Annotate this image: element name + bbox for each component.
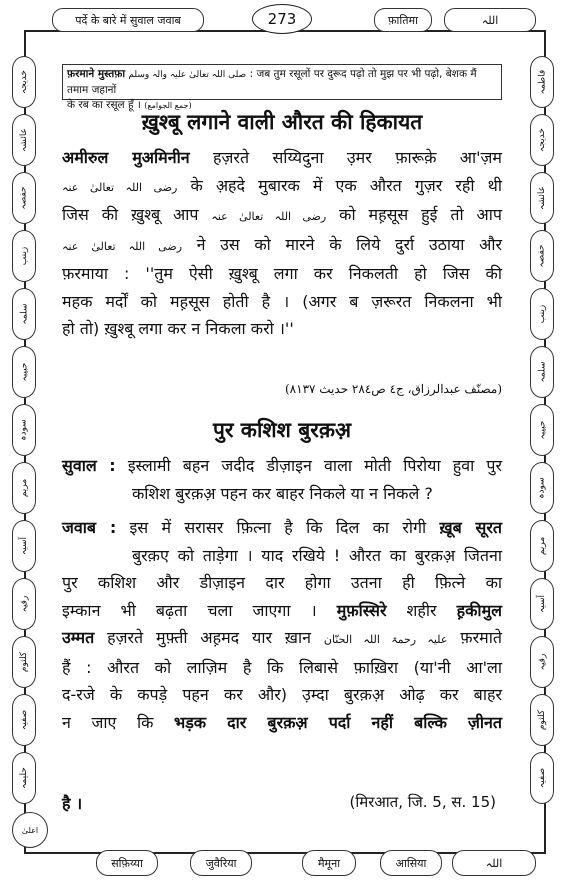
- hadith-text: : जब तुम रसूलों पर दुरूद पढ़ो तो मुझ पर भी पढ़ो, बेशक मैं तमाम जहानों: [67, 68, 477, 96]
- story-reference: (مصنّف عبدالرزاق، ج٤ ص٢٨٤ حدیث ٨١٣٧): [284, 382, 502, 396]
- answer-line-6-text: हैं : औरत को लाज़िम है कि लिबासे फ़ाख़िरा (या'नी आ'ला: [62, 657, 502, 677]
- answer-line-3: [62, 569, 502, 597]
- question-line-1: [62, 452, 502, 480]
- story-line-7-text: हो तो) ख़ुश्बू लगा कर न निकला करो ।'': [62, 319, 294, 338]
- story-line-3: [62, 201, 502, 231]
- left-medallion: [12, 752, 36, 804]
- answer-line-7-text: द-रजे के कपड़े पहन कर और) उ़म्दा बुरक़अ़ ओढ़ कर बाहर: [62, 685, 502, 704]
- question-block: [62, 452, 502, 507]
- bottom-right-seal: [452, 850, 536, 876]
- answer-line-5-text-2: फ़रमाते: [447, 628, 502, 647]
- story-line-5-text: फ़रमाया : ''तुम ऐसी ख़ुश्बू लगा कर निकलती हो जिस की: [62, 264, 502, 283]
- answer-line-5: [62, 624, 502, 654]
- hadith-label: फ़रमाने मुस्तफ़ा: [67, 68, 126, 80]
- answer-line-1-bold: ख़ूब सूरत: [439, 518, 502, 537]
- left-medallion: [12, 230, 36, 282]
- left-medallion: [12, 520, 36, 572]
- left-medallion-text: حبیبہ: [18, 362, 29, 382]
- answer-label: जवाब :: [62, 518, 117, 537]
- question-line-2: [62, 480, 502, 508]
- answer-block: [62, 514, 502, 736]
- left-medallion-text: آسیہ: [19, 536, 29, 556]
- right-medallion: [530, 404, 554, 456]
- answer-line-8-text: न जाए कि: [62, 712, 174, 732]
- answer-line-8-bold: भड़क दार बुरक़अ़ पर्दा नहीं बल्कि ज़ीनत: [173, 712, 502, 732]
- answer-line-5-bold: उम्मत: [62, 628, 95, 647]
- hadith-source: (جمع الجوامع): [144, 101, 192, 110]
- answer-reference: (मिरआत, जि. 5, स. 15): [349, 793, 496, 811]
- right-medallion: [530, 230, 554, 282]
- footer-item-2: [190, 850, 252, 876]
- right-medallion: [530, 636, 554, 688]
- left-medallion: [12, 694, 36, 746]
- story-line-7: [62, 315, 502, 343]
- answer-line-5-text: हज़रते मुफ़्ती अह़मद यार ख़ान: [94, 628, 324, 647]
- right-medallion: [530, 578, 554, 630]
- story-line-6-text: महक मर्दों को मह़सूस होती है । (अगर ब ज़रूरत निकलना भी: [62, 291, 502, 311]
- chapter-label: [374, 8, 432, 32]
- hadith-arabic: صلی اللہ تعالیٰ علیہ والہ وسلم: [128, 70, 247, 80]
- right-medallion: [530, 56, 554, 108]
- right-medallion-text: فاطمہ: [537, 69, 547, 95]
- right-medallion-text: صفیہ: [537, 767, 547, 789]
- story-line-3-text-2: को मह़सूस हुई तो आप: [326, 205, 502, 224]
- answer-line-1: [62, 514, 502, 542]
- left-medallion-text: مریم: [19, 478, 29, 498]
- answer-line-2-text: बुरक़ए को ताड़ेगा । याद रखिये ! औरत का बुरक़अ़ जितना: [132, 545, 502, 565]
- answer-line-8: [62, 709, 502, 737]
- story-line-2-arabic: رضی اللہ تعالیٰ عنہ: [62, 180, 178, 194]
- left-medallion: [12, 404, 36, 456]
- right-medallion: [530, 172, 554, 224]
- right-medallion-text: مریم: [537, 536, 547, 556]
- story-line-2-text: के अ़हदे मुबारक में एक औरत गुज़र रही थी: [177, 175, 503, 195]
- answer-line-6: [62, 654, 502, 682]
- right-medallion-text: سودہ: [536, 477, 547, 499]
- left-medallion-text: سلمہ: [19, 303, 29, 325]
- answer-line-7: [62, 681, 502, 709]
- left-medallion: [12, 346, 36, 398]
- story-line-6: [62, 288, 502, 316]
- footer-item-4: [380, 850, 442, 876]
- answer-line-3-text: पुर कशिश और डीज़ाइन दार होगा उतना ही फ़ित्ने का: [62, 573, 502, 592]
- footer-item-1: [96, 850, 158, 876]
- story-heading: ख़ुश्बू लगाने वाली औरत की हिकायत: [141, 110, 423, 134]
- story-line-2: [62, 172, 502, 202]
- right-medallion-text: سلمہ: [537, 361, 547, 383]
- story-line-3-arabic: رضی اللہ تعالیٰ عنہ: [211, 210, 327, 223]
- left-medallion-text: کلثوم: [18, 651, 29, 673]
- story-line-1-text: हज़रते सय्यिदुना उ़मर फ़ारूके़ आ'ज़म: [189, 148, 502, 167]
- left-medallion-text: زینب: [19, 246, 29, 266]
- right-medallion: [530, 346, 554, 398]
- footer-item-4-text: आसिया: [395, 856, 427, 870]
- answer-line-4-text: इम्कान भी बढ़ता चला जाएगा ।: [62, 600, 337, 620]
- answer-line-4-bold: मुफ़स्सिरे: [336, 600, 387, 620]
- page-number: [252, 4, 312, 34]
- hadith-box: [62, 64, 502, 111]
- top-right-seal: [444, 8, 536, 32]
- left-medallion-text: صفیہ: [19, 709, 29, 731]
- bottom-right-seal-text: اللہ: [485, 856, 503, 870]
- answer-line-5-arabic: علیہ رحمۃ اللہ الحنّان: [323, 633, 448, 646]
- right-medallion: [530, 752, 554, 804]
- answer-line-4-bold-2: ह़कीमुल: [456, 600, 502, 620]
- right-medallion: [530, 520, 554, 572]
- story-line-3-text: जिस की ख़ुश्बू आप: [62, 205, 212, 224]
- left-medallion: [12, 462, 36, 514]
- right-medallion-text: حبیبہ: [536, 420, 547, 440]
- left-medallion: [12, 56, 36, 108]
- question-line-1-text: इस्लामी बहन जदीद डीज़ाइन वाला मोती पिरोया हुवा पुर: [127, 456, 502, 475]
- answer-final-bold: है ।: [62, 794, 83, 813]
- footer-item-3: [302, 850, 356, 876]
- left-medallion-text: عائشہ: [19, 128, 30, 152]
- story-paragraph: [62, 144, 502, 343]
- left-medallion-text: خدیجہ: [19, 70, 30, 94]
- left-medallion: [12, 636, 36, 688]
- footer-item-1-text: सफ़िय्या: [111, 856, 143, 870]
- question-line-2-text: कशिश बुरक़अ़ पहन कर बाहर निकले या न निकले ?: [132, 483, 433, 503]
- right-medallion-text: آسیہ: [537, 594, 547, 614]
- answer-line-4-text-2: शहीर: [386, 600, 457, 620]
- bottom-left-seal: [12, 812, 48, 848]
- footer-item-2-text: जुवैरिया: [205, 856, 237, 870]
- book-title-text: पर्दे के बारे में सुवाल जवाब: [75, 13, 181, 27]
- right-medallion-text: عائشہ: [537, 186, 548, 210]
- burqa-heading: पुर कशिश बुरक़अ़: [212, 418, 352, 442]
- left-medallion-text: سودہ: [18, 419, 29, 441]
- left-medallion: [12, 114, 36, 166]
- right-medallion-text: زینب: [537, 304, 547, 324]
- story-line-1: [62, 144, 502, 172]
- book-title-label: [52, 8, 204, 32]
- chapter-text: फ़ातिमा: [388, 13, 418, 27]
- question-label: सुवाल :: [62, 456, 116, 475]
- left-medallion-text: حفصہ: [19, 186, 30, 210]
- right-medallion-text: کلثوم: [536, 709, 547, 731]
- right-medallion-text: خدیجہ: [537, 128, 548, 152]
- footer-item-3-text: मैमूना: [317, 856, 341, 870]
- left-medallion: [12, 172, 36, 224]
- answer-line-1-text: इस में सरासर फ़ित्ना है कि दिल का रोगी: [129, 518, 440, 537]
- answer-line-4: [62, 597, 502, 625]
- right-medallion: [530, 694, 554, 746]
- left-medallion-text: حلیمہ: [19, 767, 29, 789]
- right-medallion-text: رقیہ: [536, 653, 547, 671]
- story-line-4: [62, 231, 502, 261]
- story-line-4-text: ने उस को मारने के लिये दुर्रा उठाया और: [182, 234, 502, 254]
- left-medallion: [12, 288, 36, 340]
- story-line-1-bold: अमीरुल मुअमिनीन: [62, 148, 190, 167]
- answer-ending: [62, 792, 502, 814]
- right-medallion-text: حفصہ: [537, 244, 548, 268]
- right-medallion: [530, 462, 554, 514]
- story-line-5: [62, 260, 502, 288]
- bottom-left-seal-text: اعلیٰ: [21, 825, 39, 835]
- story-line-4-arabic: رضی اللہ تعالیٰ عنہ: [62, 239, 183, 253]
- left-medallion-text: رقیہ: [18, 595, 29, 613]
- top-right-seal-text: اللہ: [481, 13, 499, 27]
- page-number-text: 273: [267, 10, 297, 28]
- answer-line-2: [62, 542, 502, 570]
- hadith-text-2: के रब का रसूल हूँ ।: [67, 99, 141, 111]
- left-medallion: [12, 578, 36, 630]
- right-medallion: [530, 114, 554, 166]
- right-medallion: [530, 288, 554, 340]
